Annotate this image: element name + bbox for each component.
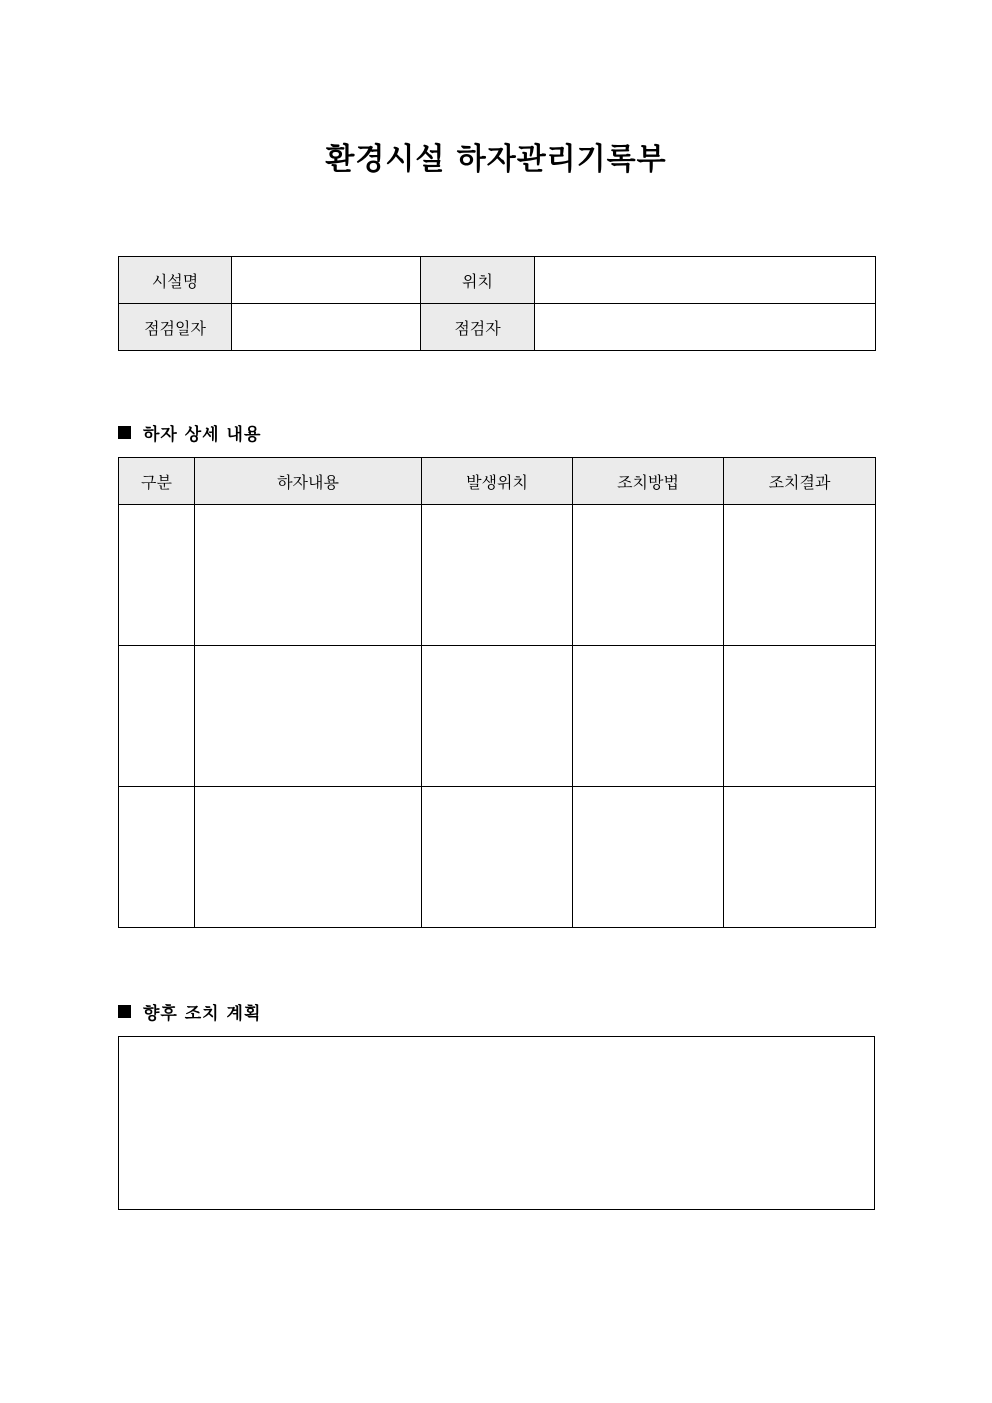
plan-section-heading: [118, 999, 261, 1024]
table-cell[interactable]: [422, 646, 573, 787]
table-cell[interactable]: [195, 787, 422, 928]
table-row: [119, 787, 876, 928]
location-field[interactable]: [535, 257, 876, 304]
inspector-field[interactable]: [535, 304, 876, 351]
table-cell[interactable]: [573, 646, 724, 787]
column-header-category: 구분: [119, 458, 195, 505]
inspection-date-label: 점검일자: [119, 304, 232, 351]
table-cell[interactable]: [573, 505, 724, 646]
table-cell[interactable]: [724, 505, 876, 646]
column-header-occurrence-location: 발생위치: [422, 458, 573, 505]
facility-name-field[interactable]: [232, 257, 421, 304]
document-title: 환경시설 하자관리기록부: [325, 142, 667, 177]
facility-info-table: [118, 256, 876, 351]
info-row: [119, 257, 876, 304]
inspection-date-field[interactable]: [232, 304, 421, 351]
column-header-defect-content: 하자내용: [195, 458, 422, 505]
location-label: 위치: [421, 257, 535, 304]
defect-detail-table: [118, 457, 876, 928]
table-header-row: [119, 458, 876, 505]
table-cell[interactable]: [422, 505, 573, 646]
facility-name-label: 시설명: [119, 257, 232, 304]
table-cell[interactable]: [119, 505, 195, 646]
defect-section-heading-text: 하자 상세 내용: [143, 425, 262, 445]
table-row: [119, 505, 876, 646]
table-cell[interactable]: [724, 787, 876, 928]
plan-section-heading-text: 향후 조치 계획: [143, 1004, 262, 1024]
square-bullet-icon: [118, 426, 131, 439]
future-action-plan-box[interactable]: [118, 1036, 875, 1210]
square-bullet-icon: [118, 1005, 131, 1018]
column-header-action-result: 조치결과: [724, 458, 876, 505]
inspector-label: 점검자: [421, 304, 535, 351]
table-row: [119, 646, 876, 787]
table-cell[interactable]: [195, 505, 422, 646]
column-header-action-method: 조치방법: [573, 458, 724, 505]
defect-section-heading: [118, 420, 261, 445]
table-cell[interactable]: [724, 646, 876, 787]
table-cell[interactable]: [573, 787, 724, 928]
table-cell[interactable]: [195, 646, 422, 787]
table-cell[interactable]: [119, 646, 195, 787]
table-cell[interactable]: [422, 787, 573, 928]
table-cell[interactable]: [119, 787, 195, 928]
info-row: [119, 304, 876, 351]
